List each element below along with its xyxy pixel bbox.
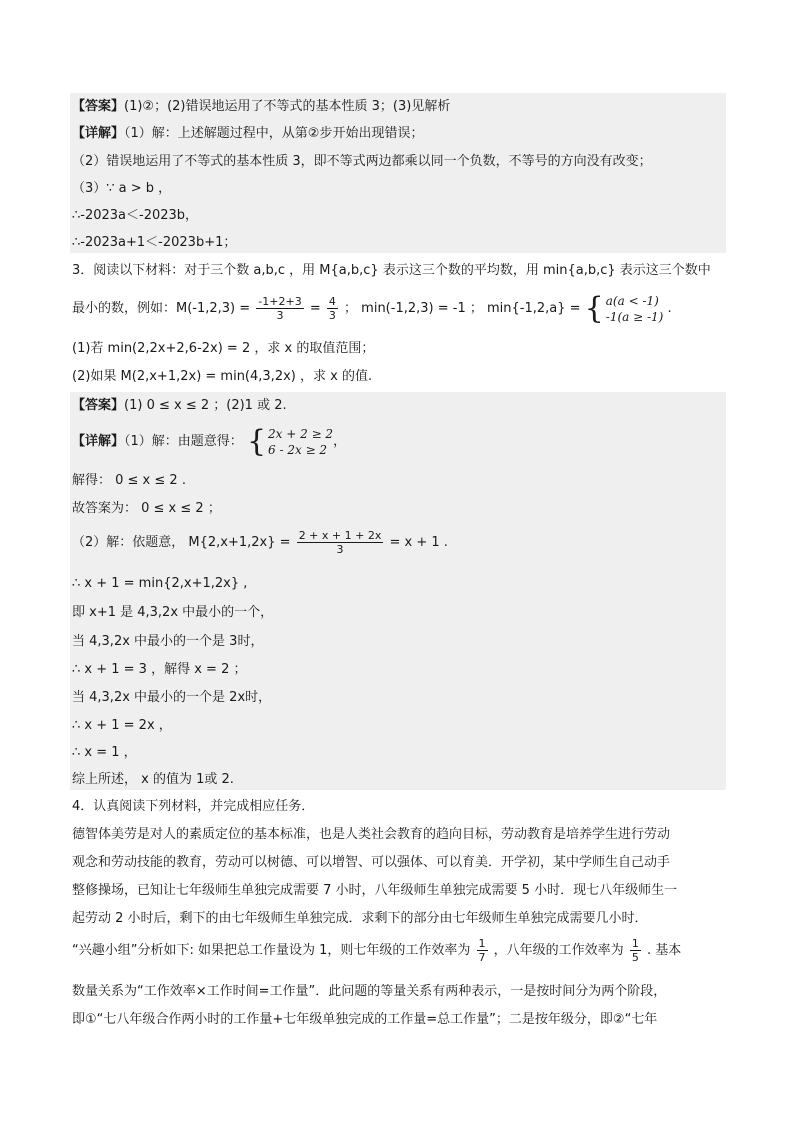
detail-line xyxy=(72,125,423,143)
piecewise-cases: a(a < -1) -1(a ≥ -1) xyxy=(605,293,664,324)
inequality-system: 2x + 2 ≥ 2 6 - 2x ≥ 2 xyxy=(268,426,334,457)
question-4-para-7: 即①“七八年级合作两小时的工作量+七年级单独完成的工作量=总工作量”；二是按年级分，即②“七年 xyxy=(72,1012,658,1027)
step-line-8: 综上所述， x 的值为 1或 2. xyxy=(72,772,234,787)
step-line-5: 当 4,3,2x 中最小的一个是 2x时， xyxy=(72,690,272,705)
para-5-end: . 基本 xyxy=(646,943,682,958)
system-brace: { xyxy=(246,423,267,459)
answer-label: 【答案】 xyxy=(72,99,125,114)
fraction-one-seventh: $\frac{1}{7}$ xyxy=(478,937,486,964)
part2-result: = x + 1 . xyxy=(389,535,448,550)
detail-line-5: ∴-2023a+1＜-2023b+1； xyxy=(72,235,237,250)
detail-intro: （1）解：由题意得： xyxy=(124,434,243,449)
step-line-2: 即 x+1 是 4,3,2x 中最小的一个， xyxy=(72,605,274,620)
question-3-sub-2: (2)如果 M(2,x+1,2x) = min(4,3,2x) ，求 x 的值. xyxy=(72,369,373,384)
step-line-4: ∴ x + 1 = 3 ，解得 x = 2 ； xyxy=(72,662,247,677)
question-3-line-2 xyxy=(72,290,672,328)
part2-text: （2）解：依题意， M{2,x+1,2x} = xyxy=(72,535,291,550)
question-4-para-2: 观念和劳动技能的教育，劳动可以树德、可以增智、可以强体、可以育美．开学初，某中学师生自己动手 xyxy=(72,855,671,870)
question-4-title: 4．认真阅读下列材料，并完成相应任务． xyxy=(72,799,315,814)
answer-text-2: (1) 0 ≤ x ≤ 2 ；(2)1 或 2. xyxy=(124,398,287,413)
answer-line-2 xyxy=(72,397,287,415)
example-min-text: ； min(-1,2,3) = -1 ； min{-1,2,a} = xyxy=(344,301,581,316)
detail-line-4: ∴-2023a＜-2023b， xyxy=(72,208,199,223)
para-5-mid: ，八年级的工作效率为 xyxy=(493,943,624,958)
question-4-para-6: 数量关系为“工作效率×工作时间=工作量”．此问题的等量关系有两种表示，一是按时间分为两个阶段， xyxy=(72,984,667,999)
para-5-start: “兴趣小组”分析如下: 如果把总工作量设为 1，则七年级的工作效率为 xyxy=(72,943,471,958)
answer-summary-line: 故答案为： 0 ≤ x ≤ 2 ； xyxy=(72,501,221,516)
left-brace: { xyxy=(584,290,604,326)
detail-label-2: 【详解】 xyxy=(72,434,125,449)
part2-line xyxy=(72,524,448,562)
detail-text: （1）解：上述解题过程中，从第②步开始出现错误； xyxy=(124,126,424,141)
answer-text: (1)②；(2)错误地运用了不等式的基本性质 3；(3)见解析 xyxy=(124,99,451,114)
step-line-1: ∴ x + 1 = min{2,x+1,2x} , xyxy=(72,576,248,591)
step-line-3: 当 4,3,2x 中最小的一个是 3时， xyxy=(72,634,264,649)
line-end: . xyxy=(667,301,672,316)
equals-sign: = xyxy=(309,301,321,316)
question-3-line-1: 3．阅读以下材料：对于三个数 a,b,c ，用 M{a,b,c} 表示这三个数的平均数，用 min{a,b,c} 表示这三个数中 xyxy=(72,263,711,278)
step-line-7: ∴ x = 1 ， xyxy=(72,745,137,760)
detail-label: 【详解】 xyxy=(72,126,125,141)
answer-line xyxy=(72,98,450,116)
fraction-mean: $\frac{2 + x + 1 + 2x}{3}$ xyxy=(298,529,382,556)
fraction-one-fifth: $\frac{1}{5}$ xyxy=(631,937,639,964)
fraction-four-thirds: $\frac{4}{3}$ xyxy=(328,295,336,322)
step-line-6: ∴ x + 1 = 2x ， xyxy=(72,718,172,733)
question-4-para-3: 整修操场，已知让七年级师生单独完成需要 7 小时，八年级师生单独完成需要 5 小时．现七八年级师生一 xyxy=(72,883,678,898)
answer-label-2: 【答案】 xyxy=(72,398,125,413)
question-4-para-1: 德智体美劳是对人的素质定位的基本标准，也是人类社会教育的趋向目标，劳动教育是培养学生进行劳动 xyxy=(72,827,671,842)
question-3-sub-1: (1)若 min(2,2x+2,6-2x) = 2 ，求 x 的取值范围； xyxy=(72,341,375,356)
fraction-sum: $\frac{-1+2+3}{3}$ xyxy=(258,295,302,322)
question-4-para-5 xyxy=(72,932,681,970)
question-4-para-4: 起劳动 2 小时后，剩下的由七年级师生单独完成．求剩下的部分由七年级师生单独完成需要几小时． xyxy=(72,911,648,926)
solve-line: 解得： 0 ≤ x ≤ 2 . xyxy=(72,473,186,488)
system-end: ， xyxy=(333,434,347,449)
detail-system-line xyxy=(72,422,346,462)
detail-line-2: （2）错误地运用了不等式的基本性质 3，即不等式两边都乘以同一个负数，不等号的方向没有改变； xyxy=(72,154,652,169)
example-mean-text: 最小的数，例如：M(-1,2,3) = xyxy=(72,301,251,316)
answer-block-1-background xyxy=(70,93,726,253)
detail-line-3: （3）∵ a > b ， xyxy=(72,181,172,196)
